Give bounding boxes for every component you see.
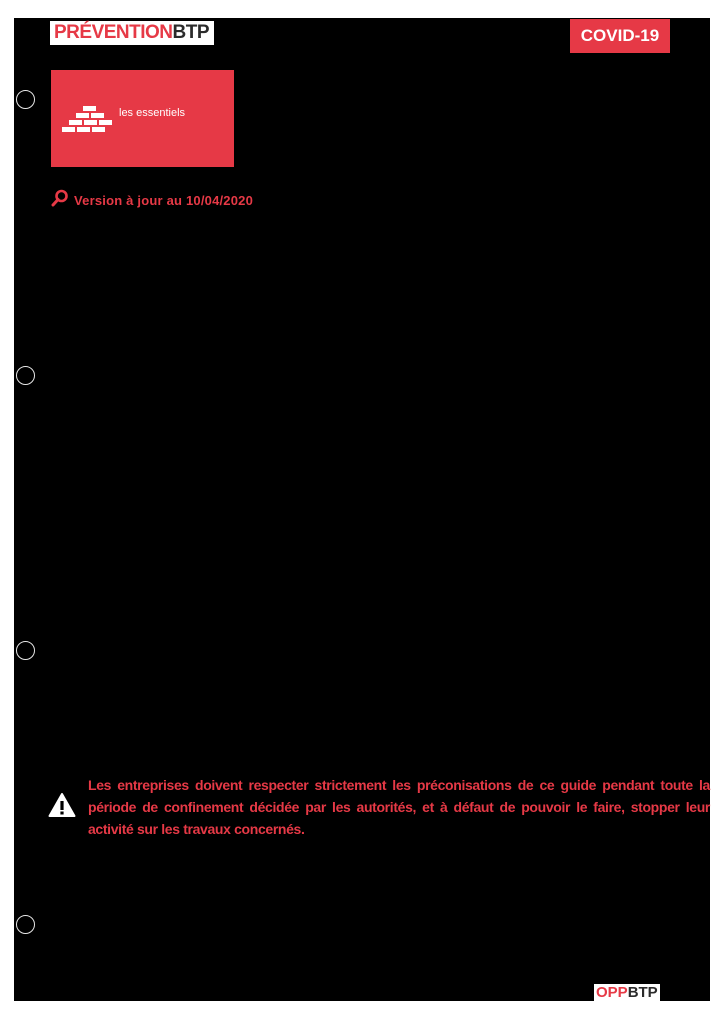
version-row bbox=[51, 189, 253, 212]
binder-hole bbox=[16, 90, 35, 109]
search-icon bbox=[51, 189, 69, 212]
essentials-box bbox=[51, 70, 234, 167]
covid-badge: COVID-19 bbox=[570, 19, 670, 53]
binder-hole bbox=[16, 641, 35, 660]
document-page bbox=[14, 18, 710, 1001]
version-date-text: Version à jour au 10/04/2020 bbox=[74, 193, 254, 208]
warning-text: Les entreprises doivent respecter strictement les préconisations de ce guide pendant toute la période de confinement décidée par les autorités, et à défaut de pouvoir le faire, stopper leur activité sur les travaux concernés. bbox=[88, 777, 710, 837]
prevention-btp-logo bbox=[50, 21, 214, 45]
brand-logo-part1: PRÉVENTION bbox=[54, 22, 173, 43]
warning-block bbox=[48, 774, 710, 844]
footer-logo-part1: OPP bbox=[596, 984, 628, 1001]
footer-logo-part2: BTP bbox=[627, 984, 658, 1001]
bricks-icon bbox=[62, 106, 114, 139]
brand-logo-part2: BTP bbox=[172, 22, 210, 43]
binder-hole bbox=[16, 915, 35, 934]
essentials-label: les essentiels bbox=[119, 107, 186, 119]
warning-icon bbox=[48, 792, 76, 823]
oppbtp-logo bbox=[594, 984, 660, 1001]
binder-hole bbox=[16, 366, 35, 385]
